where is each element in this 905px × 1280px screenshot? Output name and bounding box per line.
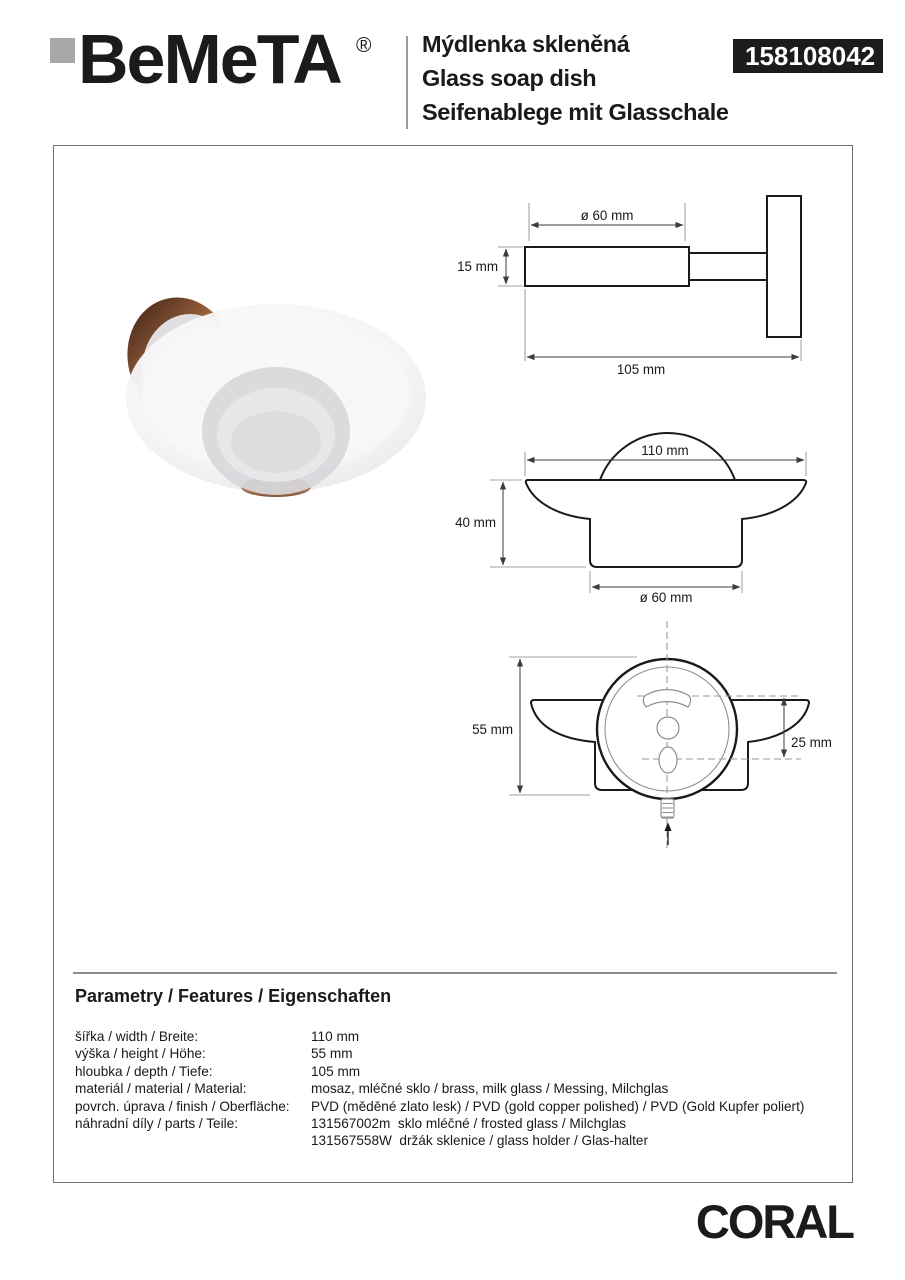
param-label: povrch. úprava / finish / Oberfläche: — [75, 1098, 290, 1114]
product-photo — [115, 286, 426, 497]
table-row — [75, 1045, 835, 1062]
mount-arrow-head — [664, 823, 671, 832]
logo-square-icon — [50, 38, 75, 63]
brand-logo: BeMeTA — [78, 20, 341, 98]
parameters-table — [75, 1028, 835, 1150]
param-value: PVD (měděné zlato lesk) / PVD (gold copper polished) / PVD (Gold Kupfer poliert) — [311, 1098, 805, 1114]
drawing-front-view — [455, 433, 806, 605]
product-title-en: Glass soap dish — [422, 65, 597, 91]
side-view-stem — [689, 253, 767, 280]
param-value: 110 mm — [311, 1029, 360, 1044]
param-value: mosaz, mléčné sklo / brass, milk glass / Messing, Milchglas — [311, 1081, 669, 1097]
product-code-badge: 158108042 — [733, 39, 883, 73]
product-title-de: Seifenablege mit Glasschale — [422, 99, 729, 125]
mount-oval-hole — [659, 747, 677, 773]
dim-label: ø 60 mm — [639, 590, 693, 605]
dim-label: 15 mm — [457, 259, 498, 274]
side-view-wall-plate — [767, 196, 801, 337]
table-row — [75, 1028, 835, 1045]
dim-label: 55 mm — [472, 722, 513, 737]
front-view-dish-and-base — [526, 480, 806, 567]
param-value: 131567558W držák sklenice / glass holder / Glas-halter — [311, 1133, 648, 1149]
technical-drawings — [54, 146, 852, 966]
dim-label: 40 mm — [455, 515, 496, 530]
table-row — [75, 1132, 835, 1149]
dim-label: 25 mm — [791, 735, 832, 750]
drawing-side-view — [457, 196, 801, 377]
product-titles — [422, 27, 729, 129]
header-divider — [406, 36, 408, 129]
parameters-heading: Parametry / Features / Eigenschaften — [75, 986, 392, 1006]
table-row — [75, 1115, 835, 1132]
registered-trademark-icon: ® — [356, 34, 372, 57]
param-label: náhradní díly / parts / Teile: — [75, 1116, 238, 1132]
product-title-cs: Mýdlenka skleněná — [422, 31, 630, 57]
param-value: 131567002m sklo mléčné / frosted glass / Milchglas — [311, 1116, 627, 1132]
photo-inner-cup-bottom — [231, 411, 321, 473]
side-view-holder-arm — [525, 247, 689, 286]
param-value: 55 mm — [311, 1046, 353, 1062]
drawing-mount-view — [472, 621, 832, 848]
table-row — [75, 1063, 835, 1080]
content-box — [53, 145, 853, 1183]
dim-label: 105 mm — [616, 362, 666, 377]
param-value: 105 mm — [311, 1063, 361, 1079]
param-label: šířka / width / Breite: — [75, 1029, 199, 1044]
param-label: materiál / material / Material: — [75, 1081, 247, 1097]
mount-screw-hole — [657, 717, 679, 739]
dim-label: 110 mm — [641, 443, 689, 458]
table-row — [75, 1098, 835, 1115]
series-name: CORAL — [695, 1195, 853, 1248]
param-label: výška / height / Höhe: — [75, 1046, 206, 1062]
table-row — [75, 1080, 835, 1097]
section-divider — [73, 972, 837, 974]
dim-label: ø 60 mm — [580, 208, 634, 223]
param-label: hloubka / depth / Tiefe: — [75, 1063, 213, 1079]
param-label — [75, 1132, 311, 1149]
